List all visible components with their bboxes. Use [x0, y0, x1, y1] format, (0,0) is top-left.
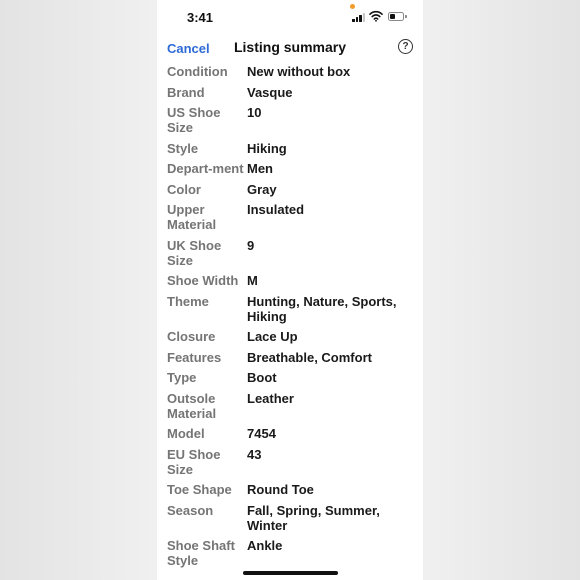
detail-value: Vasque	[247, 84, 293, 100]
home-indicator[interactable]	[243, 571, 338, 575]
help-icon[interactable]: ?	[398, 39, 413, 54]
detail-label: Depart-ment	[167, 161, 244, 176]
detail-row	[167, 105, 417, 135]
status-bar	[157, 0, 423, 34]
detail-label: Shoe Shaft Style	[167, 538, 235, 568]
detail-row	[167, 202, 417, 232]
detail-row	[167, 238, 417, 268]
detail-row	[167, 426, 417, 441]
detail-label: Outsole Material	[167, 390, 217, 421]
detail-label: Condition	[167, 64, 228, 79]
detail-label: Season	[167, 502, 214, 518]
detail-row	[167, 391, 417, 421]
item-specifics-list	[167, 64, 417, 574]
detail-label: Style	[167, 140, 199, 156]
detail-label: Features	[167, 349, 222, 365]
battery-tip	[405, 15, 407, 18]
detail-value: Hunting, Nature, Sports, Hiking	[247, 293, 397, 324]
phone-screen	[157, 0, 423, 580]
detail-value: M	[247, 273, 258, 288]
detail-value: Ankle	[247, 538, 283, 553]
detail-value: Breathable, Comfort	[247, 349, 372, 365]
background-left	[0, 0, 157, 580]
status-time: 3:41	[187, 10, 214, 25]
detail-value: Gray	[247, 181, 277, 197]
detail-row	[167, 141, 417, 156]
detail-value: Fall, Spring, Summer, Winter	[247, 502, 380, 533]
detail-label: Closure	[167, 329, 216, 344]
detail-value: 10	[247, 105, 262, 120]
detail-value: 7454	[247, 426, 276, 441]
detail-row	[167, 538, 417, 568]
detail-value: 43	[247, 446, 262, 462]
detail-label: US Shoe Size	[167, 105, 221, 135]
detail-value: New without box	[247, 64, 351, 79]
detail-label: Brand	[167, 84, 205, 100]
detail-label: Type	[167, 370, 197, 385]
battery-icon	[388, 12, 404, 21]
detail-value: Leather	[247, 390, 294, 406]
privacy-indicator-dot	[350, 4, 355, 9]
detail-row	[167, 182, 417, 197]
detail-label: EU Shoe Size	[167, 446, 221, 477]
detail-label: Toe Shape	[167, 482, 232, 497]
detail-row	[167, 85, 417, 100]
detail-row	[167, 273, 417, 288]
detail-label: Theme	[167, 293, 209, 309]
cellular-signal-icon	[352, 12, 366, 22]
detail-row	[167, 329, 417, 344]
detail-value: Boot	[247, 370, 277, 385]
detail-label: Shoe Width	[167, 273, 239, 288]
detail-label: UK Shoe Size	[167, 237, 222, 268]
detail-value: Round Toe	[247, 482, 314, 497]
detail-label: Model	[167, 426, 205, 441]
detail-row	[167, 350, 417, 365]
detail-value: Hiking	[247, 140, 287, 156]
background-right	[423, 0, 580, 580]
detail-value: 9	[247, 237, 255, 253]
detail-row	[167, 161, 417, 176]
detail-row	[167, 503, 417, 533]
detail-row	[167, 294, 417, 324]
detail-value: Insulated	[247, 202, 305, 217]
detail-label: Upper Material	[167, 202, 217, 232]
detail-value: Lace Up	[247, 329, 298, 344]
navigation-bar	[157, 34, 423, 62]
detail-row	[167, 482, 417, 497]
detail-row	[167, 64, 417, 79]
page-title: Listing summary	[233, 39, 347, 55]
detail-value: Men	[247, 161, 273, 176]
cancel-button[interactable]: Cancel	[167, 41, 210, 56]
detail-row	[167, 370, 417, 385]
detail-row	[167, 447, 417, 477]
detail-label: Color	[167, 181, 201, 197]
wifi-icon	[369, 10, 383, 22]
